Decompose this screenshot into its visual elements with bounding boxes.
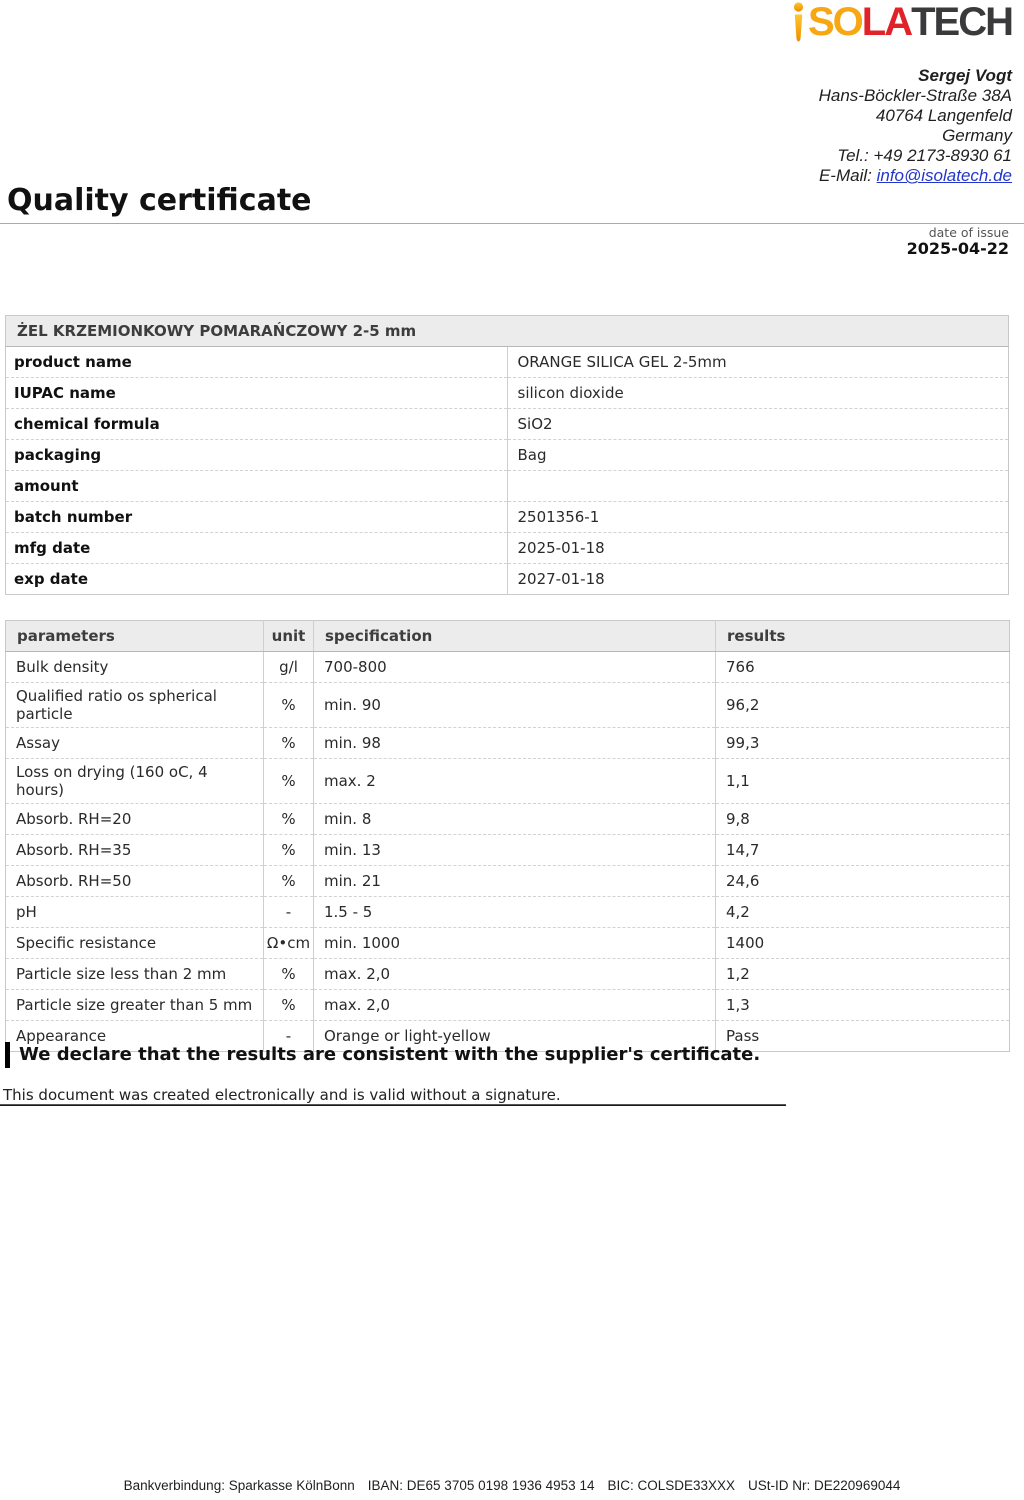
row-value: 2025-01-18 — [507, 533, 1009, 564]
cell-specification: 700-800 — [314, 652, 716, 683]
table-row — [6, 533, 1009, 564]
table-row — [6, 409, 1009, 440]
row-label: product name — [6, 347, 508, 378]
contact-block — [819, 66, 1012, 186]
cell-specification: max. 2,0 — [314, 959, 716, 990]
table-row — [6, 471, 1009, 502]
table-header-row — [6, 621, 1010, 652]
row-value: 2501356-1 — [507, 502, 1009, 533]
table-row — [6, 990, 1010, 1021]
cell-unit: % — [264, 759, 314, 804]
issue-date-label: date of issue — [928, 225, 1009, 240]
footer-bic: BIC: COLSDE33XXX — [607, 1478, 736, 1493]
cell-result: 4,2 — [716, 897, 1010, 928]
email-link[interactable]: info@isolatech.de — [876, 166, 1012, 185]
cell-unit: % — [264, 683, 314, 728]
row-value — [507, 471, 1009, 502]
row-label: packaging — [6, 440, 508, 471]
parameters-results-table — [5, 620, 1010, 1052]
issue-date-value: 2025-04-22 — [906, 239, 1009, 258]
contact-street: Hans-Böckler-Straße 38A — [818, 86, 1012, 105]
row-value: silicon dioxide — [507, 378, 1009, 409]
column-header-specification: specification — [314, 621, 716, 652]
table-row — [6, 835, 1010, 866]
cell-unit: Ω•cm — [264, 928, 314, 959]
cell-specification: Orange or light-yellow — [314, 1021, 716, 1052]
row-value: SiO2 — [507, 409, 1009, 440]
footer-iban: IBAN: DE65 3705 0198 1936 4953 14 — [367, 1478, 595, 1493]
row-label: IUPAC name — [6, 378, 508, 409]
table-row — [6, 897, 1010, 928]
cell-unit: % — [264, 835, 314, 866]
bank-footer — [0, 1478, 1024, 1493]
row-label: chemical formula — [6, 409, 508, 440]
cell-result: 1400 — [716, 928, 1010, 959]
product-info-table — [5, 315, 1009, 595]
cell-parameter: Loss on drying (160 oC, 4 hours) — [6, 759, 264, 804]
pipette-drop-icon — [790, 2, 807, 46]
table-row — [6, 652, 1010, 683]
cell-result: 9,8 — [716, 804, 1010, 835]
contact-email-line — [819, 166, 1012, 186]
contact-country: Germany — [942, 126, 1012, 145]
cell-unit: - — [264, 897, 314, 928]
cell-parameter: Absorb. RH=50 — [6, 866, 264, 897]
cell-parameter: Appearance — [6, 1021, 264, 1052]
table-row — [6, 759, 1010, 804]
cell-result: 14,7 — [716, 835, 1010, 866]
logo-text-iso: SO — [807, 0, 862, 44]
column-header-results: results — [716, 621, 1010, 652]
footer-vat: USt-ID Nr: DE220969044 — [748, 1478, 901, 1493]
cell-unit: % — [264, 728, 314, 759]
cell-parameter: Assay — [6, 728, 264, 759]
cell-specification: 1.5 - 5 — [314, 897, 716, 928]
cell-parameter: Absorb. RH=20 — [6, 804, 264, 835]
cell-specification: min. 13 — [314, 835, 716, 866]
row-label: amount — [6, 471, 508, 502]
cell-result: 1,3 — [716, 990, 1010, 1021]
cell-parameter: Particle size greater than 5 mm — [6, 990, 264, 1021]
email-label: E-Mail: — [818, 166, 877, 185]
cell-result: 1,2 — [716, 959, 1010, 990]
cell-specification: min. 90 — [314, 683, 716, 728]
footer-bank: Bankverbindung: Sparkasse KölnBonn — [123, 1478, 355, 1493]
isolatech-logo — [790, 0, 1012, 46]
cell-unit: % — [264, 990, 314, 1021]
cell-parameter: pH — [6, 897, 264, 928]
title-divider — [0, 223, 1024, 224]
row-label: batch number — [6, 502, 508, 533]
contact-phone: Tel.: +49 2173-8930 61 — [837, 146, 1012, 165]
table-row — [6, 866, 1010, 897]
cell-unit: % — [264, 866, 314, 897]
table-row — [6, 347, 1009, 378]
product-table-title: ŻEL KRZEMIONKOWY POMARAŃCZOWY 2-5 mm — [6, 316, 1009, 347]
cell-result: Pass — [716, 1021, 1010, 1052]
table-row — [6, 959, 1010, 990]
table-row — [6, 683, 1010, 728]
cell-specification: min. 98 — [314, 728, 716, 759]
table-row — [6, 440, 1009, 471]
cell-result: 1,1 — [716, 759, 1010, 804]
logo-text-tech: TECH — [911, 0, 1012, 44]
row-value: ORANGE SILICA GEL 2-5mm — [517, 353, 727, 371]
cell-result: 96,2 — [716, 683, 1010, 728]
contact-name: Sergej Vogt — [918, 66, 1012, 85]
cell-parameter: Qualified ratio os spherical particle — [6, 683, 264, 728]
cell-specification: min. 1000 — [314, 928, 716, 959]
declaration-statement: We declare that the results are consistent with the supplier's certificate. — [5, 1042, 760, 1068]
table-row — [6, 378, 1009, 409]
table-row — [6, 502, 1009, 533]
cell-specification: min. 21 — [314, 866, 716, 897]
cell-specification: max. 2 — [314, 759, 716, 804]
cell-parameter: Particle size less than 2 mm — [6, 959, 264, 990]
table-row — [6, 804, 1010, 835]
column-header-parameters: parameters — [6, 621, 264, 652]
table-row — [6, 728, 1010, 759]
contact-city: 40764 Langenfeld — [875, 106, 1012, 125]
row-value: 2027-01-18 — [507, 564, 1009, 595]
row-label: exp date — [6, 564, 508, 595]
cell-parameter: Bulk density — [16, 658, 109, 676]
cell-parameter: Specific resistance — [6, 928, 264, 959]
cell-specification: max. 2,0 — [314, 990, 716, 1021]
column-header-unit: unit — [264, 621, 314, 652]
cell-specification: min. 8 — [314, 804, 716, 835]
cell-result: 99,3 — [716, 728, 1010, 759]
logo-text-la: LA — [861, 0, 912, 44]
cell-unit: % — [264, 804, 314, 835]
table-row — [6, 564, 1009, 595]
signature-line — [0, 1104, 786, 1106]
cell-result: 24,6 — [716, 866, 1010, 897]
cell-result: 766 — [716, 652, 1010, 683]
table-row — [6, 928, 1010, 959]
row-label: mfg date — [6, 533, 508, 564]
cell-unit: % — [264, 959, 314, 990]
cell-unit: - — [264, 1021, 314, 1052]
signature-note: This document was created electronically and is valid without a signature. — [3, 1086, 561, 1104]
row-value: Bag — [507, 440, 1009, 471]
cell-unit: g/l — [264, 652, 314, 683]
page-title: Quality certificate — [7, 183, 312, 218]
issue-date-block — [907, 226, 1009, 258]
cell-parameter: Absorb. RH=35 — [6, 835, 264, 866]
